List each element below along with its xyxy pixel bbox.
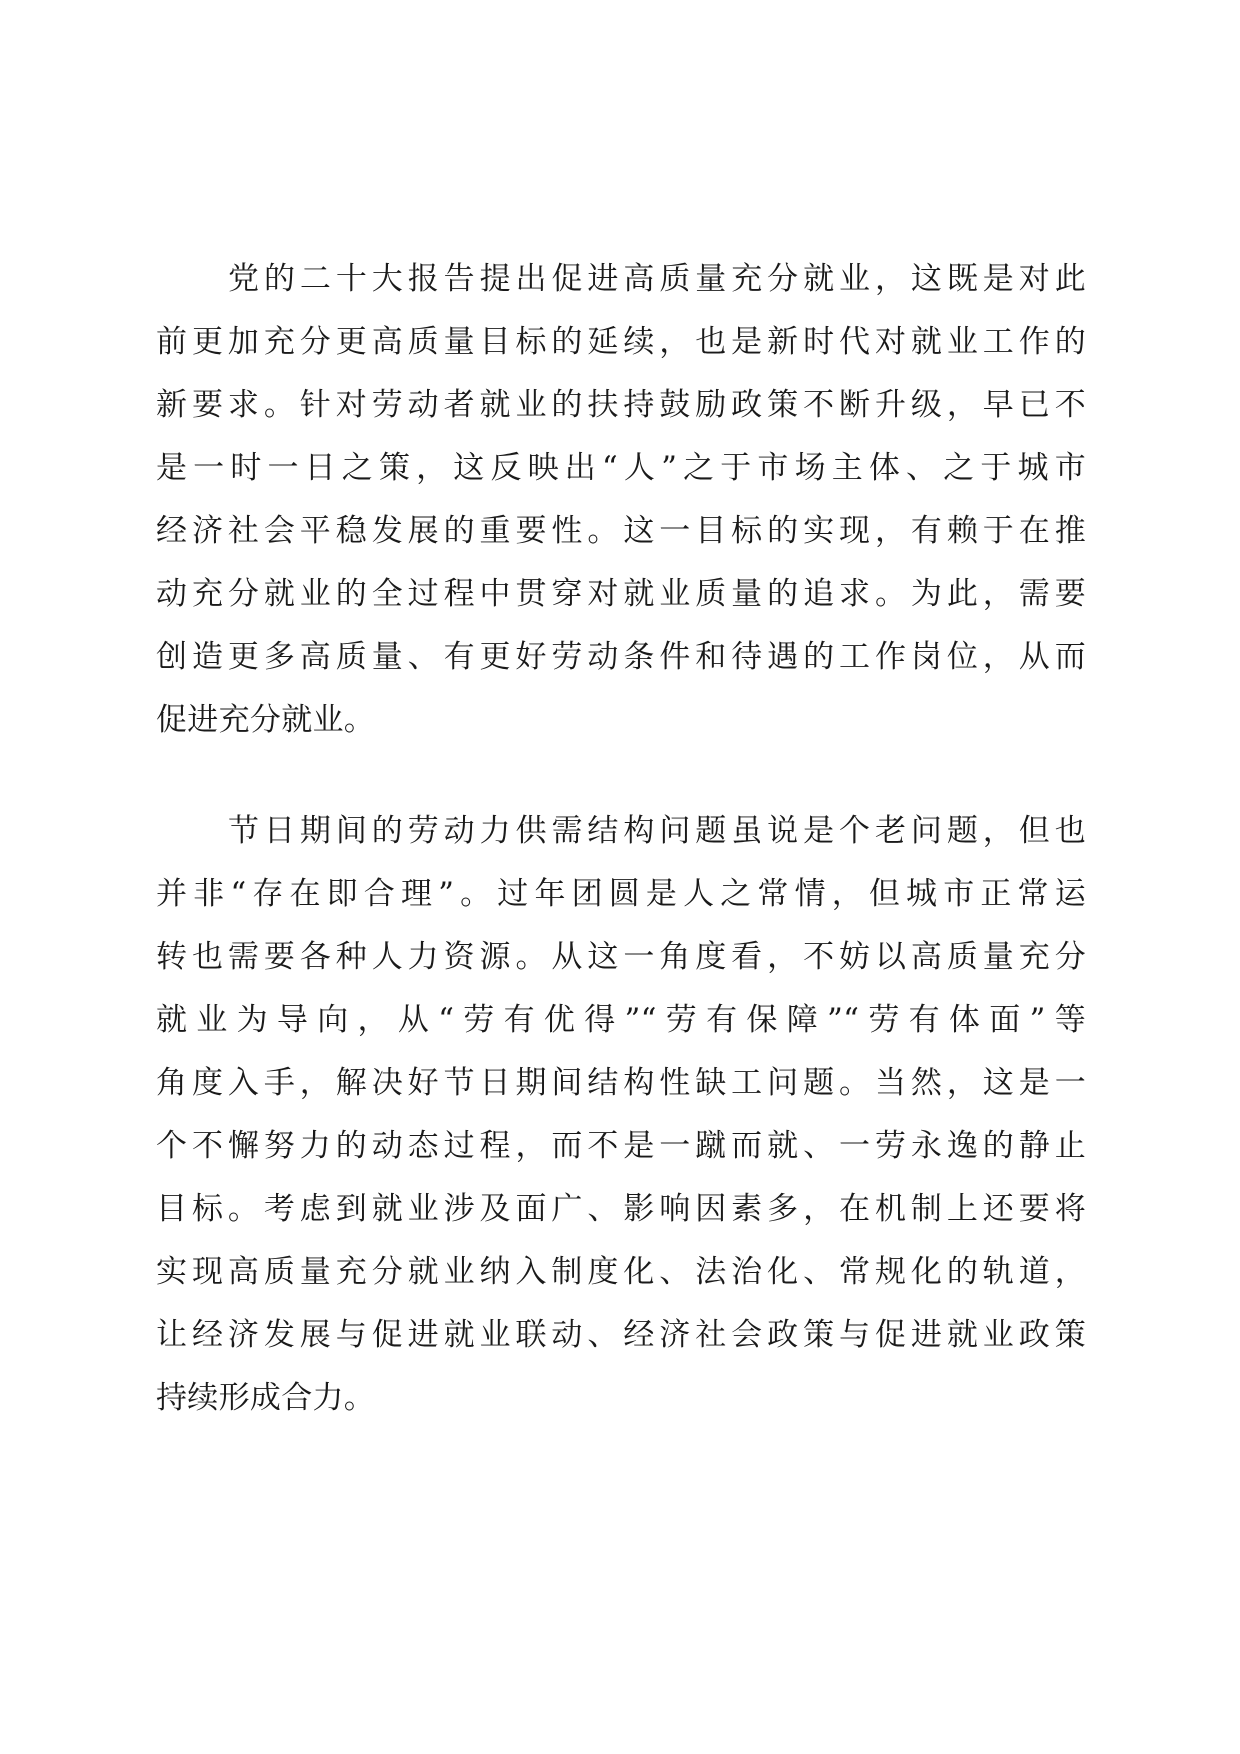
paragraph-line: 是一时一日之策，这反映出“人”之于市场主体、之于城市 [156, 450, 1086, 486]
paragraph-line: 促进充分就业。 [156, 702, 376, 738]
paragraph-line: 党的二十大报告提出促进高质量充分就业，这既是对此 [228, 261, 1086, 297]
paragraph-line: 经济社会平稳发展的重要性。这一目标的实现，有赖于在推 [156, 513, 1086, 549]
paragraph-line: 目标。考虑到就业涉及面广、影响因素多，在机制上还要将 [156, 1191, 1086, 1227]
paragraph-line: 创造更多高质量、有更好劳动条件和待遇的工作岗位，从而 [156, 639, 1086, 675]
paragraph-line: 新要求。针对劳动者就业的扶持鼓励政策不断升级，早已不 [156, 387, 1086, 423]
paragraph-line: 动充分就业的全过程中贯穿对就业质量的追求。为此，需要 [156, 576, 1086, 612]
paragraph-1 [156, 248, 1086, 752]
paragraph-line: 就业为导向，从“劳有优得”“劳有保障”“劳有体面”等 [156, 1002, 1086, 1038]
paragraph-line: 节日期间的劳动力供需结构问题虽说是个老问题，但也 [228, 813, 1086, 849]
paragraph-line: 持续形成合力。 [156, 1380, 376, 1416]
paragraph-line: 个不懈努力的动态过程，而不是一蹴而就、一劳永逸的静止 [156, 1128, 1086, 1164]
paragraph-line: 并非“存在即合理”。过年团圆是人之常情，但城市正常运 [156, 876, 1086, 912]
paragraph-2 [156, 800, 1086, 1430]
paragraph-line: 让经济发展与促进就业联动、经济社会政策与促进就业政策 [156, 1317, 1086, 1353]
paragraph-line: 角度入手，解决好节日期间结构性缺工问题。当然，这是一 [156, 1065, 1086, 1101]
paragraph-line: 转也需要各种人力资源。从这一角度看，不妨以高质量充分 [156, 939, 1086, 975]
paragraph-line: 前更加充分更高质量目标的延续，也是新时代对就业工作的 [156, 324, 1086, 360]
paragraph-line: 实现高质量充分就业纳入制度化、法治化、常规化的轨道， [156, 1254, 1086, 1290]
